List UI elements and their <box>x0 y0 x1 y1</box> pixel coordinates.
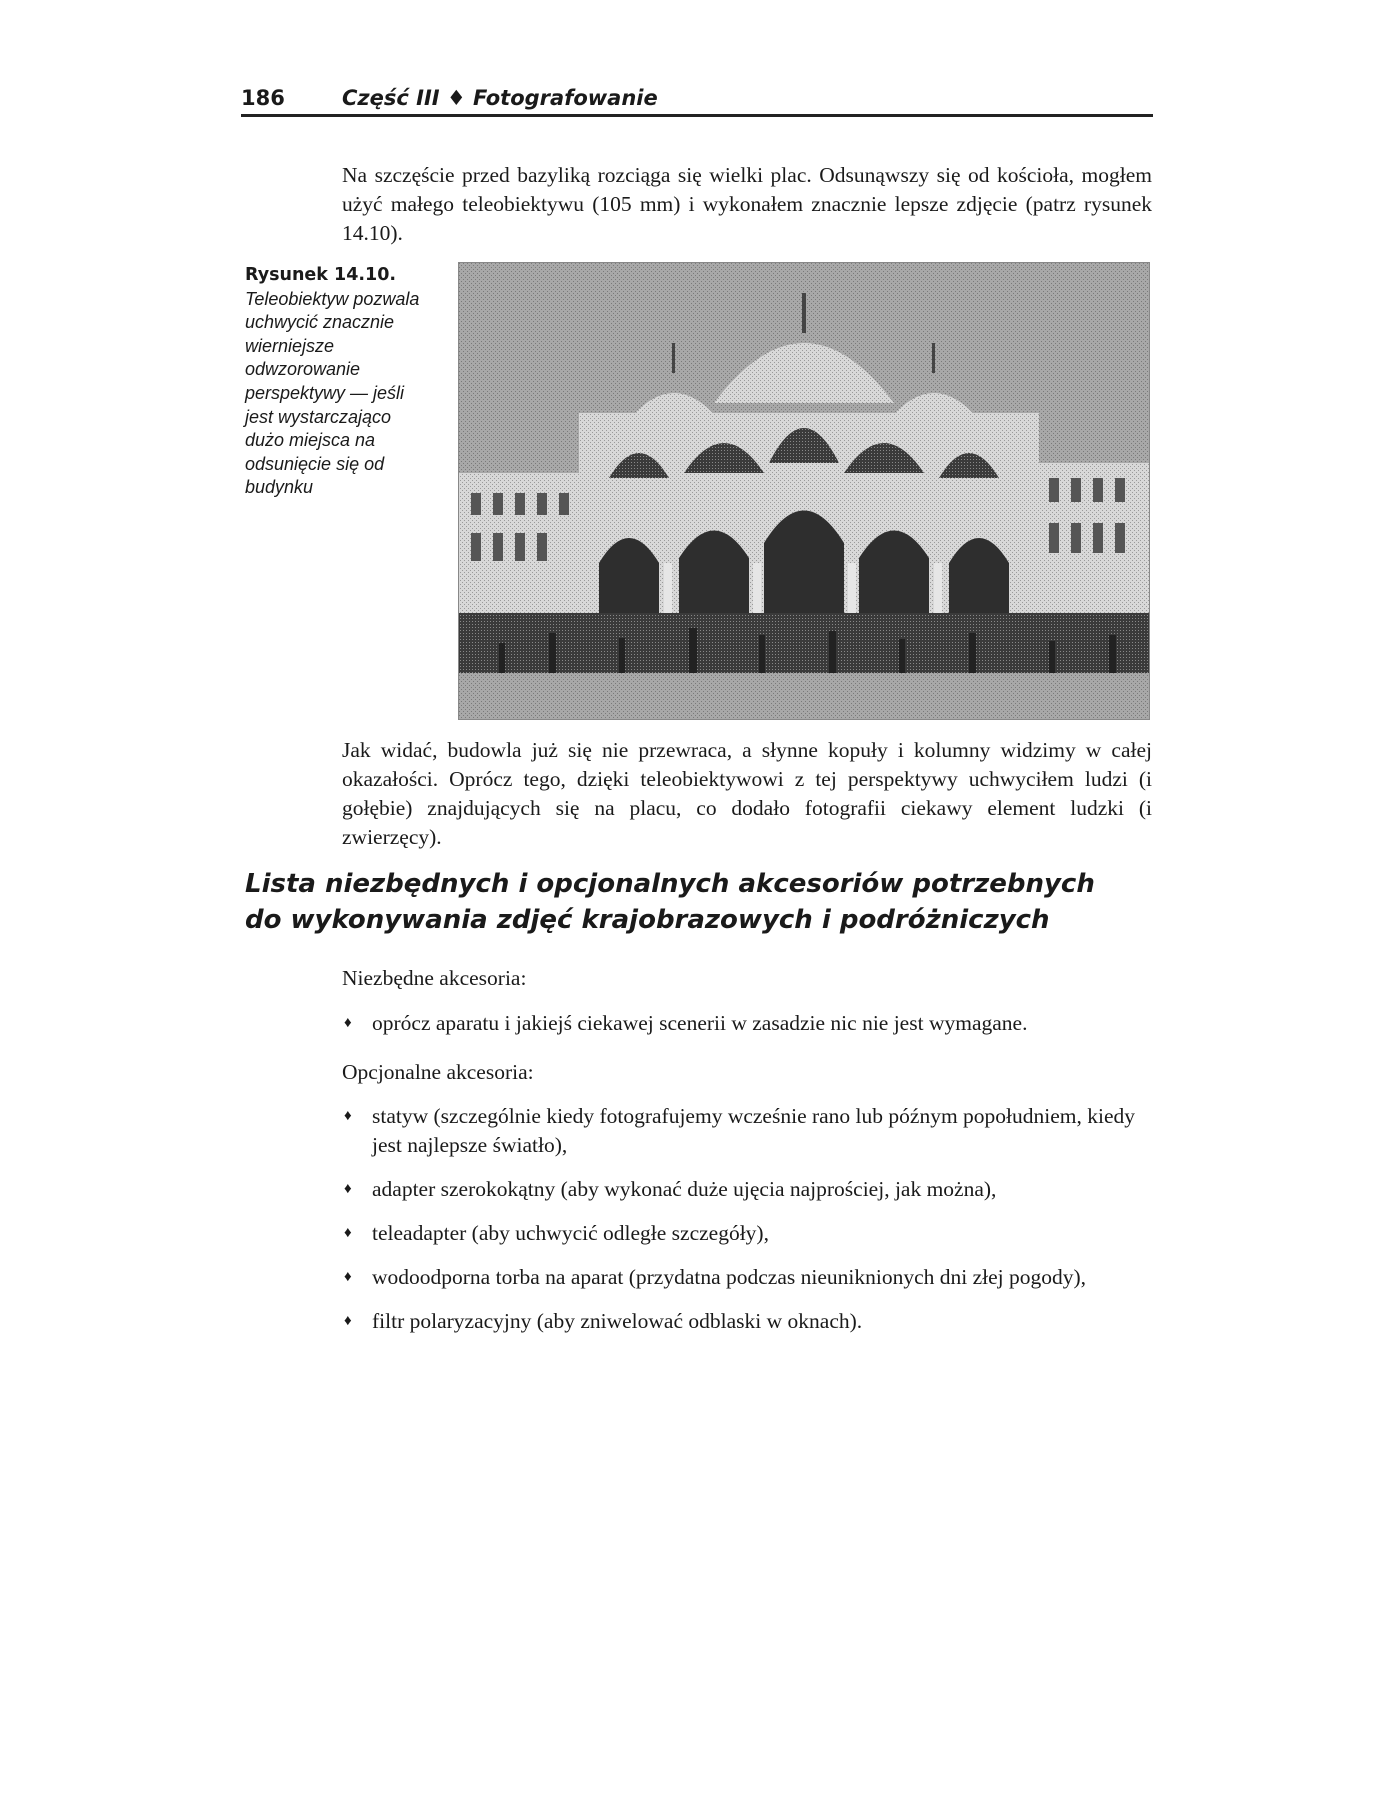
list-item <box>342 1219 1162 1248</box>
running-header <box>241 86 1153 117</box>
section-heading-line1: Lista niezbędnych i opcjonalnych akcesoriów potrzebnych <box>245 869 1095 899</box>
optional-lead: Opcjonalne akcesoria: <box>342 1060 534 1084</box>
bullet-diamond-icon: ♦ <box>344 1108 352 1124</box>
figure-label: Rysunek 14.10. <box>245 265 397 285</box>
list-item <box>342 1009 1162 1038</box>
figure-caption <box>245 264 435 500</box>
required-lead: Niezbędne akcesoria: <box>342 966 527 990</box>
required-list <box>342 1009 1162 1038</box>
page-number: 186 <box>241 86 285 110</box>
basilica-photo <box>458 262 1150 720</box>
list-item-text: teleadapter (aby uchwycić odległe szczegóły), <box>372 1221 769 1245</box>
list-item-text: filtr polaryzacyjny (aby zniwelować odblaski w oknach). <box>372 1309 863 1333</box>
bullet-diamond-icon: ♦ <box>344 1313 352 1329</box>
bullet-diamond-icon: ♦ <box>344 1181 352 1197</box>
intro-paragraph: Na szczęście przed bazyliką rozciąga się wielki plac. Odsunąwszy się od kościoła, mogłem użyć małego teleobiektywu (105 mm) i wykonałem znacznie lepsze zdjęcie (patrz rysunek 14.10). <box>342 163 1152 245</box>
bullet-diamond-icon: ♦ <box>344 1015 352 1031</box>
basilica-illustration <box>459 263 1149 719</box>
optional-list <box>342 1102 1162 1351</box>
bullet-diamond-icon: ♦ <box>344 1269 352 1285</box>
bullet-diamond-icon: ♦ <box>344 1225 352 1241</box>
section-heading-line2: do wykonywania zdjęć krajobrazowych i podróżniczych <box>245 905 1050 935</box>
list-item <box>342 1175 1162 1204</box>
chapter-breadcrumb: Część III ♦ Fotografowanie <box>342 86 658 110</box>
list-item-text: oprócz aparatu i jakiejś ciekawej scenerii w zasadzie nic nie jest wymagane. <box>372 1011 1028 1035</box>
list-item <box>342 1102 1162 1160</box>
section-heading <box>245 866 1155 938</box>
list-item-text: adapter szerokokątny (aby wykonać duże ujęcia najprościej, jak można), <box>372 1177 997 1201</box>
list-item-text: wodoodporna torba na aparat (przydatna podczas nieuniknionych dni złej pogody), <box>372 1265 1087 1289</box>
figure-caption-text: Teleobiektyw pozwala uchwycić znacznie wierniejsze odwzorowanie perspektywy — jeśli jest wystarczająco dużo miejsca na odsunięcie się od budynku <box>245 288 420 498</box>
list-item <box>342 1307 1162 1336</box>
list-item <box>342 1263 1162 1292</box>
after-figure-paragraph: Jak widać, budowla już się nie przewraca, a słynne kopuły i kolumny widzimy w całej okazałości. Oprócz tego, dzięki teleobiektywowi z tej perspektywy uchwyciłem ludzi (i gołębie) znajdujących się na placu, co dodało fotografii ciekawy element ludzki (i zwierzęcy). <box>342 738 1152 849</box>
list-item-text: statyw (szczególnie kiedy fotografujemy wcześnie rano lub późnym popołudniem, kiedy jest najlepsze światło), <box>372 1104 1136 1157</box>
